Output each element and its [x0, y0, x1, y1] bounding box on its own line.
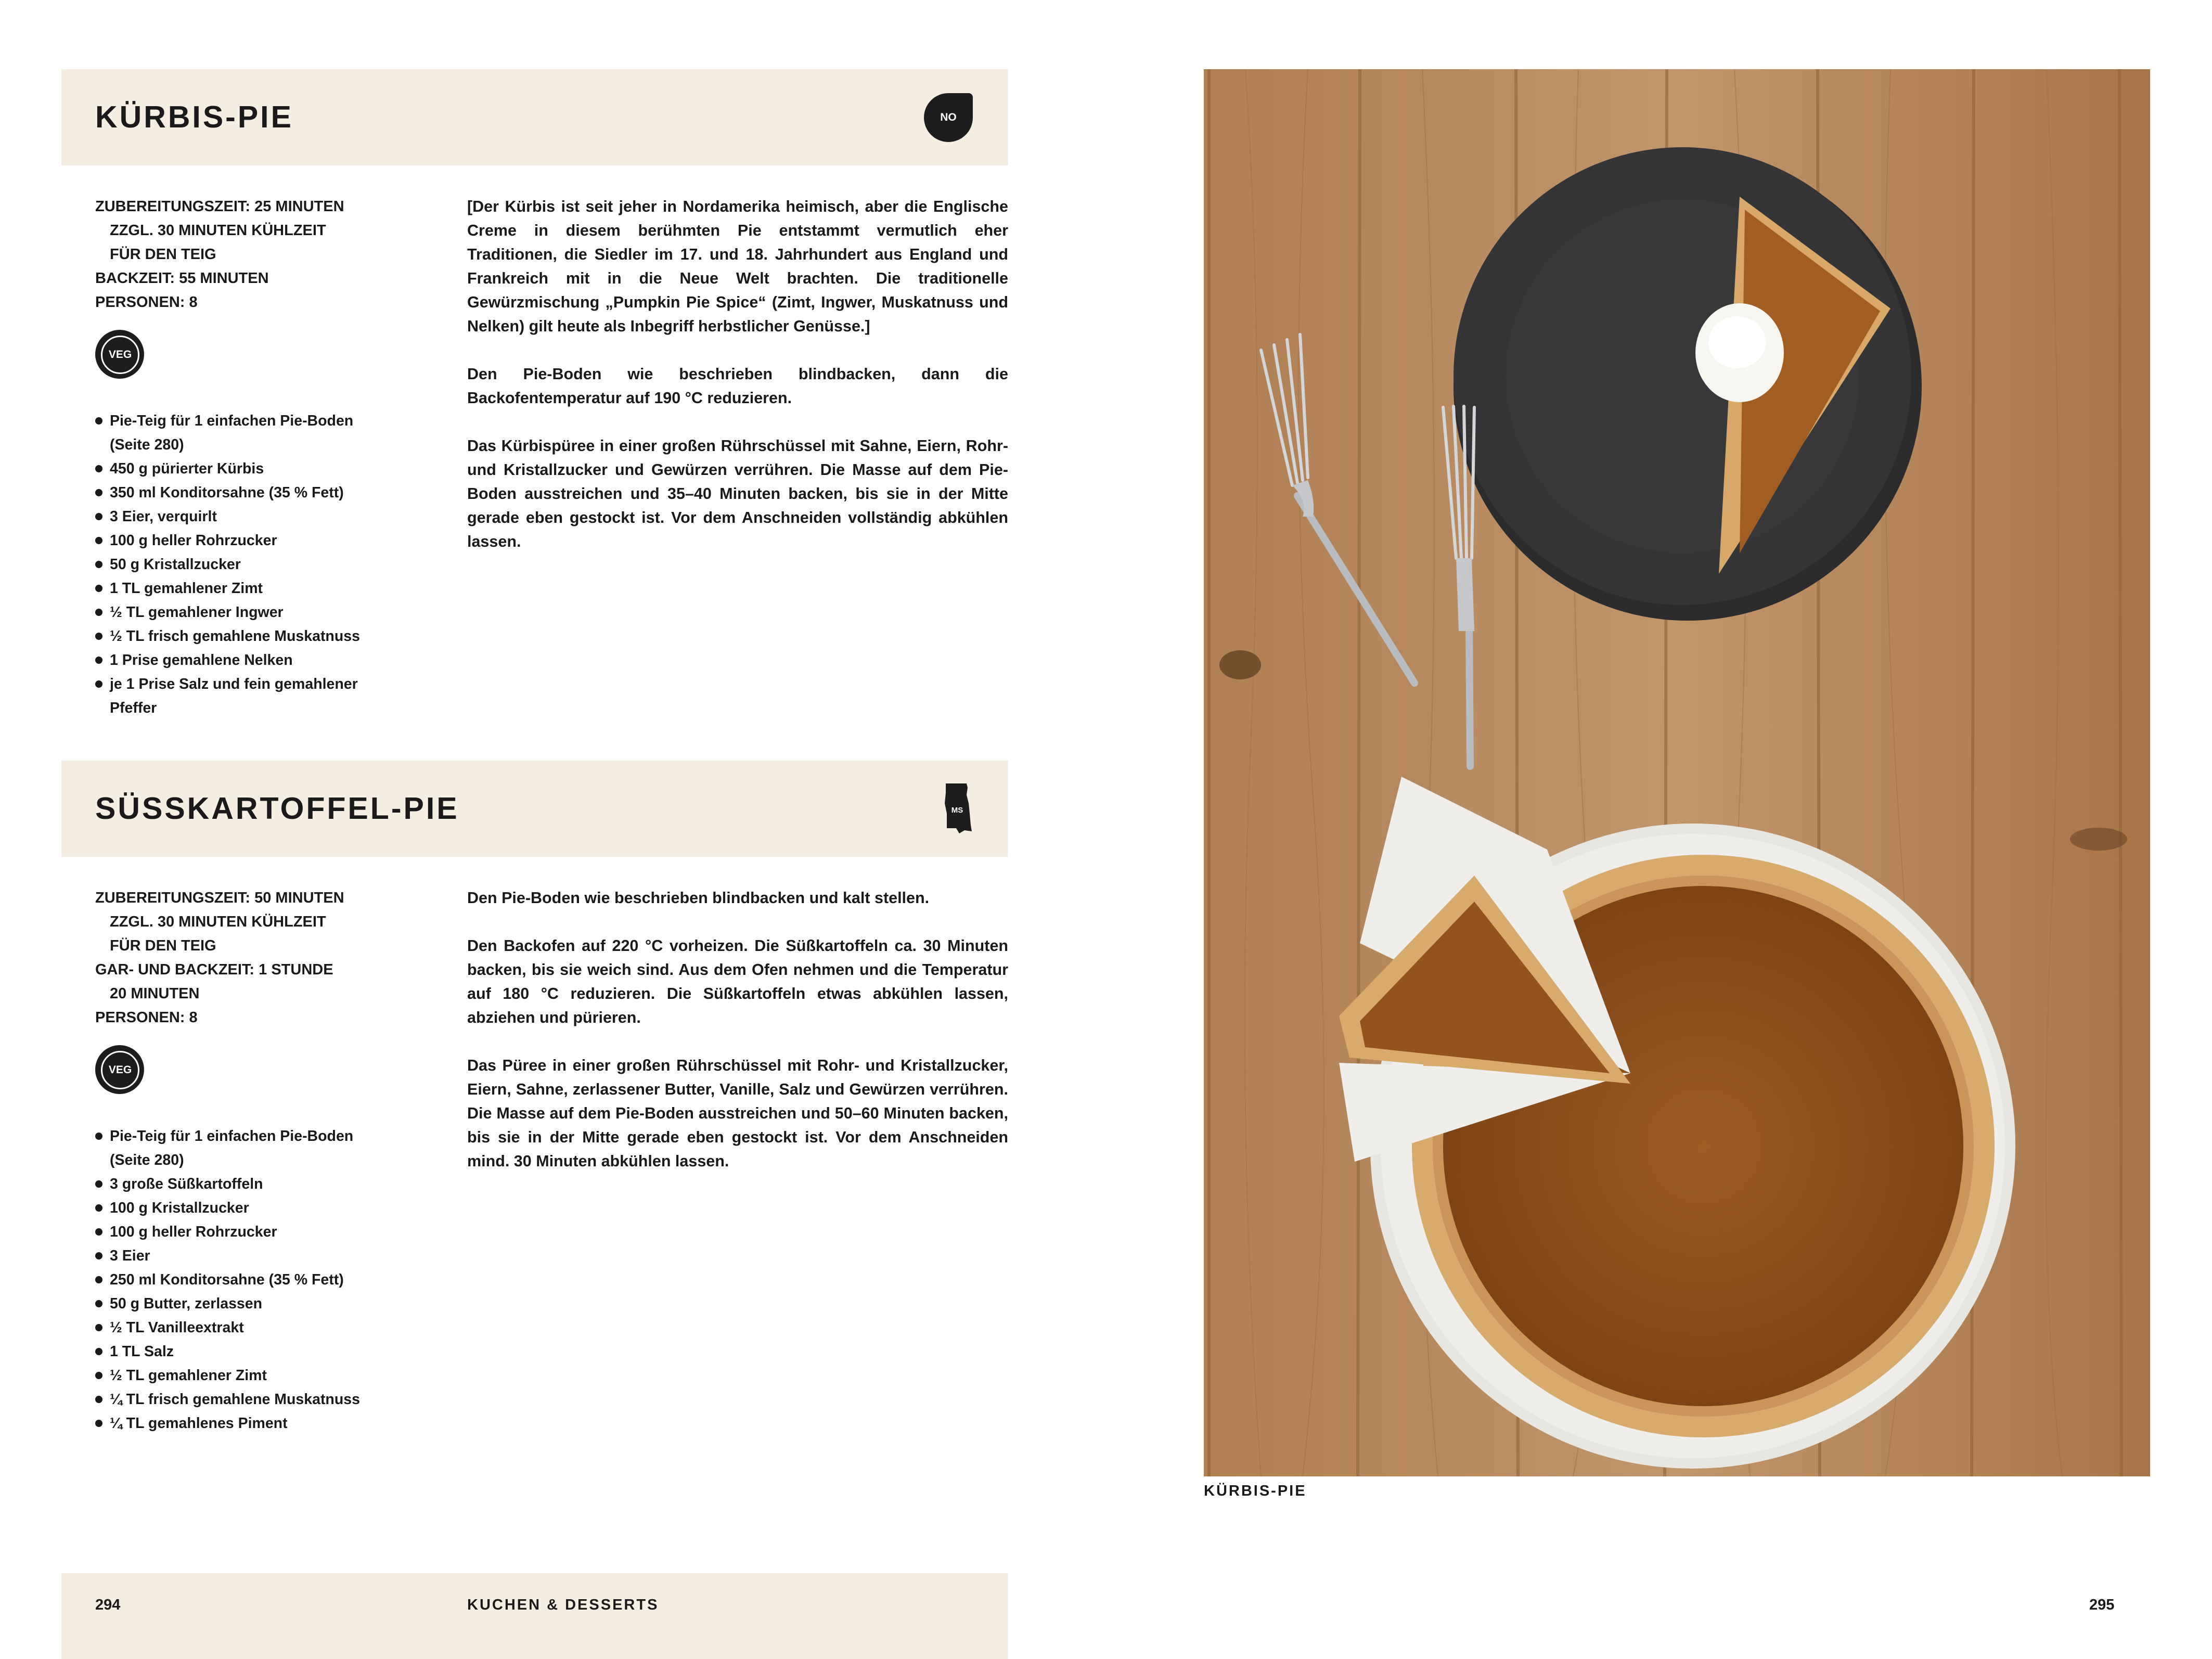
list-item: ½ TL gemahlener Ingwer [95, 600, 387, 624]
list-item: 50 g Kristallzucker [95, 552, 387, 576]
section-title: KUCHEN & DESSERTS [467, 1597, 659, 1613]
chill-note: FÜR DEN TEIG [110, 246, 216, 263]
recipe-header-kuerbis [61, 69, 1008, 165]
page-footer [61, 1573, 1008, 1659]
chill-note: FÜR DEN TEIG [110, 937, 216, 954]
bake-time: BACKZEIT: 55 MINUTEN [95, 270, 269, 287]
method-paragraph: Den Backofen auf 220 °C vorheizen. Die Süßkartoffeln ca. 30 Minuten backen, bis sie weich sind. Aus dem Ofen nehmen und die Temperatur auf 180 °C reduzieren. Die Süßkartoffeln etwas abkühlen lassen, abziehen und pürieren. [467, 937, 1008, 1026]
list-item: 450 g pürierter Kürbis [95, 457, 387, 481]
list-item: 1 TL gemahlener Zimt [95, 576, 387, 600]
recipe-header-suesskartoffel [61, 761, 1008, 857]
intro-paragraph: [Der Kürbis ist seit jeher in Nordamerika heimisch, aber die Englische Creme in diesem berühmten Pie entstammt vermutlich eher Traditionen, die Siedler im 17. und 18. Jahrhundert aus England und Frankreich mit in die Neue Welt brachten. Die traditionelle Gewürzmischung „Pumpkin Pie Spice“ (Zimt, Ingwer, Muskatnuss und Nelken) gilt heute als Inbegriff herbstlicher Genüsse.] [467, 198, 1008, 335]
photo-caption: KÜRBIS-PIE [1204, 1483, 1307, 1499]
ingredient-list [95, 409, 387, 720]
list-item: 250 ml Konditorsahne (35 % Fett) [95, 1268, 387, 1292]
vegetarian-label: VEG [101, 1051, 139, 1089]
method-paragraph: Das Püree in einer großen Rührschüssel mit Rohr- und Kristallzucker, Eiern, Sahne, zerlassener Butter, Vanille, Salz und Gewürzen verrühren. Die Masse auf dem Pie-Boden ausstreichen und 50–60 Minuten backen, bis sie in der Mitte gerade eben gestockt ist. Vor dem Anschneiden mind. 30 Minuten abkühlen lassen. [467, 1057, 1008, 1170]
recipe-meta [95, 195, 344, 314]
region-badge-label: MS [951, 806, 963, 815]
recipe-method [467, 195, 1008, 577]
list-item: 3 Eier, verquirlt [95, 505, 387, 529]
chill-time: ZZGL. 30 MINUTEN KÜHLZEIT [110, 914, 326, 930]
mississippi-state-icon [944, 782, 973, 834]
list-item: 1 Prise gemahlene Nelken [95, 648, 387, 672]
list-item: ½ TL gemahlener Zimt [95, 1364, 387, 1387]
list-item: ¼ TL gemahlenes Piment [95, 1411, 387, 1435]
recipe-meta [95, 886, 344, 1030]
method-paragraph: Das Kürbispüree in einer großen Rührschüssel mit Sahne, Eiern, Rohr- und Kristallzucker und Gewürzen verrühren. Die Masse auf dem Pie-Boden ausstreichen und 35–40 Minuten backen, bis sie in der Mitte gerade eben gestockt ist. Vor dem Anschneiden vollständig abkühlen lassen. [467, 437, 1008, 550]
photo-illustration [1204, 69, 2150, 1476]
recipe-title: KÜRBIS-PIE [95, 100, 293, 134]
list-item: 50 g Butter, zerlassen [95, 1292, 387, 1316]
list-item: je 1 Prise Salz und fein gemahlener Pfeffer [95, 672, 387, 720]
prep-time: ZUBEREITUNGSZEIT: 25 MINUTEN [95, 198, 344, 215]
servings: PERSONEN: 8 [95, 294, 198, 311]
list-item: Pie-Teig für 1 einfachen Pie-Boden (Seite 280) [95, 1124, 387, 1172]
list-item: Pie-Teig für 1 einfachen Pie-Boden (Seite 280) [95, 409, 387, 457]
chill-time: ZZGL. 30 MINUTEN KÜHLZEIT [110, 222, 326, 239]
list-item: ½ TL frisch gemahlene Muskatnuss [95, 624, 387, 648]
method-paragraph: Den Pie-Boden wie beschrieben blindbacken und kalt stellen. [467, 889, 930, 907]
cook-time-cont: 20 MINUTEN [110, 985, 200, 1002]
list-item: ½ TL Vanilleextrakt [95, 1316, 387, 1340]
list-item: 100 g heller Rohrzucker [95, 1220, 387, 1244]
list-item: 3 Eier [95, 1244, 387, 1268]
region-badge-icon [924, 93, 973, 142]
recipe-method [467, 886, 1008, 1197]
page-number-right: 295 [2089, 1597, 2115, 1613]
list-item: 350 ml Konditorsahne (35 % Fett) [95, 481, 387, 505]
page-number-left: 294 [95, 1597, 121, 1613]
ingredient-list [95, 1124, 387, 1435]
list-item: 3 große Süßkartoffeln [95, 1172, 387, 1196]
region-badge-label: NO [940, 111, 957, 123]
pumpkin-pie-photo [1204, 69, 2150, 1476]
list-item: ¼ TL frisch gemahlene Muskatnuss [95, 1387, 387, 1411]
list-item: 100 g heller Rohrzucker [95, 529, 387, 552]
vegetarian-icon [95, 1045, 144, 1094]
cook-time: GAR- UND BACKZEIT: 1 STUNDE [95, 961, 333, 978]
prep-time: ZUBEREITUNGSZEIT: 50 MINUTEN [95, 890, 344, 906]
recipe-title: SÜSSKARTOFFEL-PIE [95, 791, 459, 826]
vegetarian-icon [95, 330, 144, 379]
list-item: 100 g Kristallzucker [95, 1196, 387, 1220]
vegetarian-label: VEG [101, 336, 139, 374]
servings: PERSONEN: 8 [95, 1009, 198, 1026]
method-paragraph: Den Pie-Boden wie beschrieben blindbacken, dann die Backofentemperatur auf 190 °C reduzieren. [467, 365, 1008, 407]
list-item: 1 TL Salz [95, 1340, 387, 1364]
